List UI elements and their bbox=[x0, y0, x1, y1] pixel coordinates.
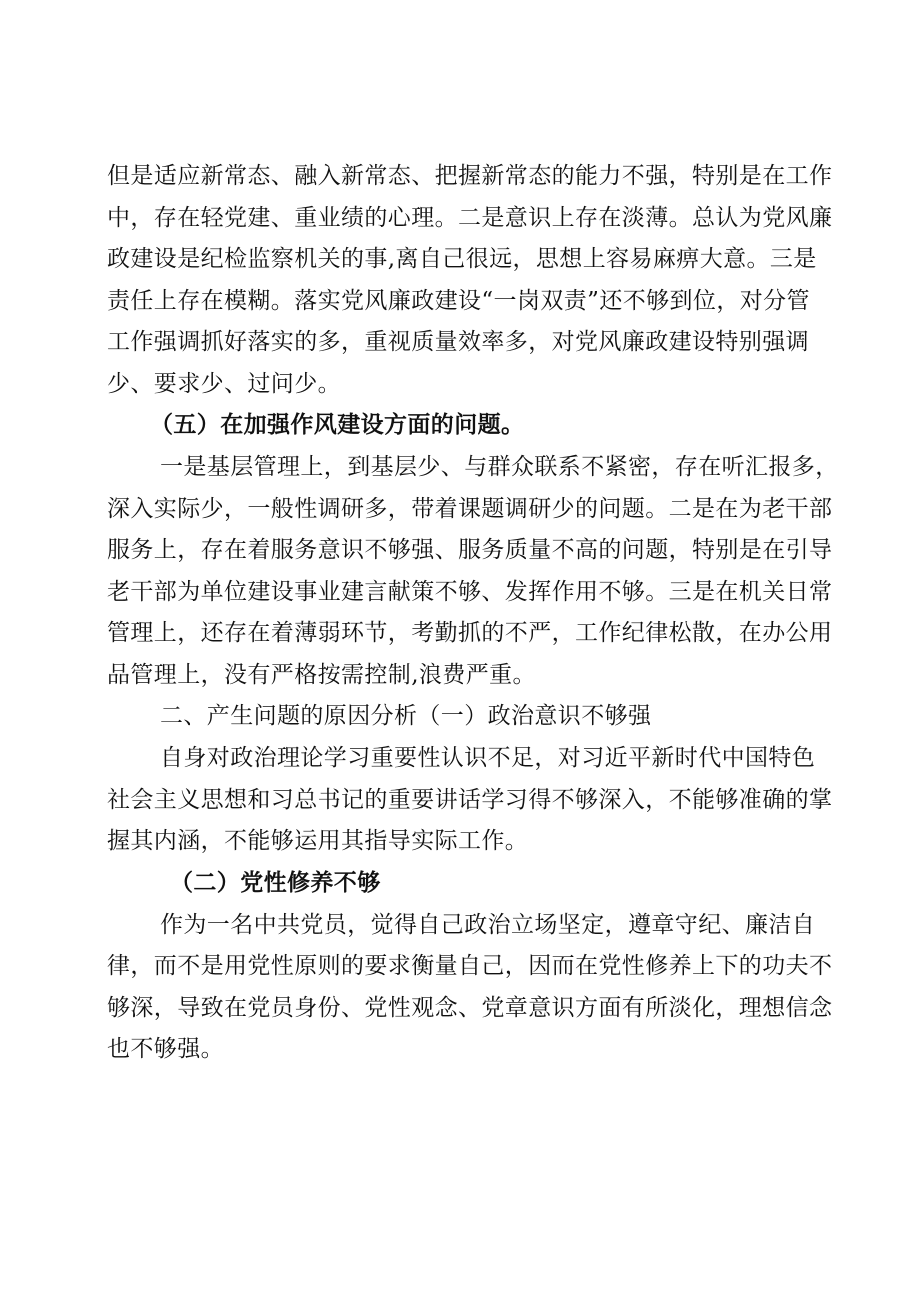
paragraph-line: 社会主义思想和习总书记的重要讲话学习得不够深入，不能够准确的掌 bbox=[107, 787, 833, 813]
paragraph-line: 也不够强。 bbox=[107, 1036, 224, 1062]
section-heading-2: 二、产生问题的原因分析（一）政治意识不够强 bbox=[160, 703, 652, 729]
paragraph-line: 少、要求少、过问少。 bbox=[107, 371, 341, 397]
paragraph-line: 一是基层管理上，到基层少、与群众联系不紧密，存在听汇报多， bbox=[160, 454, 839, 480]
paragraph-line: 老干部为单位建设事业建言献策不够、发挥作用不够。三是在机关日常 bbox=[107, 579, 833, 605]
paragraph-line: 中，存在轻党建、重业绩的心理。二是意识上存在淡薄。总认为党风廉 bbox=[107, 205, 833, 231]
subsection-heading-2: （二）党性修养不够 bbox=[170, 869, 381, 896]
paragraph-line: 但是适应新常态、融入新常态、把握新常态的能力不强，特别是在工作 bbox=[107, 163, 833, 189]
paragraph-line: 工作强调抓好落实的多，重视质量效率多，对党风廉政建设特别强调 bbox=[107, 329, 809, 355]
section-heading-5: （五）在加强作风建设方面的问题。 bbox=[150, 411, 525, 438]
paragraph-line: 品管理上，没有严格按需控制,浪费严重。 bbox=[107, 662, 536, 688]
paragraph-line: 深入实际少，一般性调研多，带着课题调研少的问题。二是在为老干部 bbox=[107, 496, 833, 522]
paragraph-line: 作为一名中共党员，觉得自己政治立场坚定，遵章守纪、廉洁自 bbox=[160, 912, 816, 938]
paragraph-line: 责任上存在模糊。落实党风廉政建设“一岗双责”还不够到位，对分管 bbox=[107, 288, 810, 314]
paragraph-line: 律，而不是用党性原则的要求衡量自己，因而在党性修养上下的功夫不 bbox=[107, 953, 833, 979]
paragraph-line: 够深，导致在党员身份、党性观念、党章意识方面有所淡化，理想信念 bbox=[107, 995, 833, 1021]
paragraph-line: 服务上，存在着服务意识不够强、服务质量不高的问题，特别是在引导 bbox=[107, 537, 833, 563]
paragraph-line: 管理上，还存在着薄弱环节，考勤抓的不严，工作纪律松散，在办公用 bbox=[107, 620, 833, 646]
paragraph-line: 政建设是纪检监察机关的事,离自己很远，思想上容易麻痹大意。三是 bbox=[107, 246, 817, 272]
paragraph-line: 握其内涵，不能够运用其指导实际工作。 bbox=[107, 828, 529, 854]
paragraph-line: 自身对政治理论学习重要性认识不足，对习近平新时代中国特色 bbox=[160, 745, 816, 771]
